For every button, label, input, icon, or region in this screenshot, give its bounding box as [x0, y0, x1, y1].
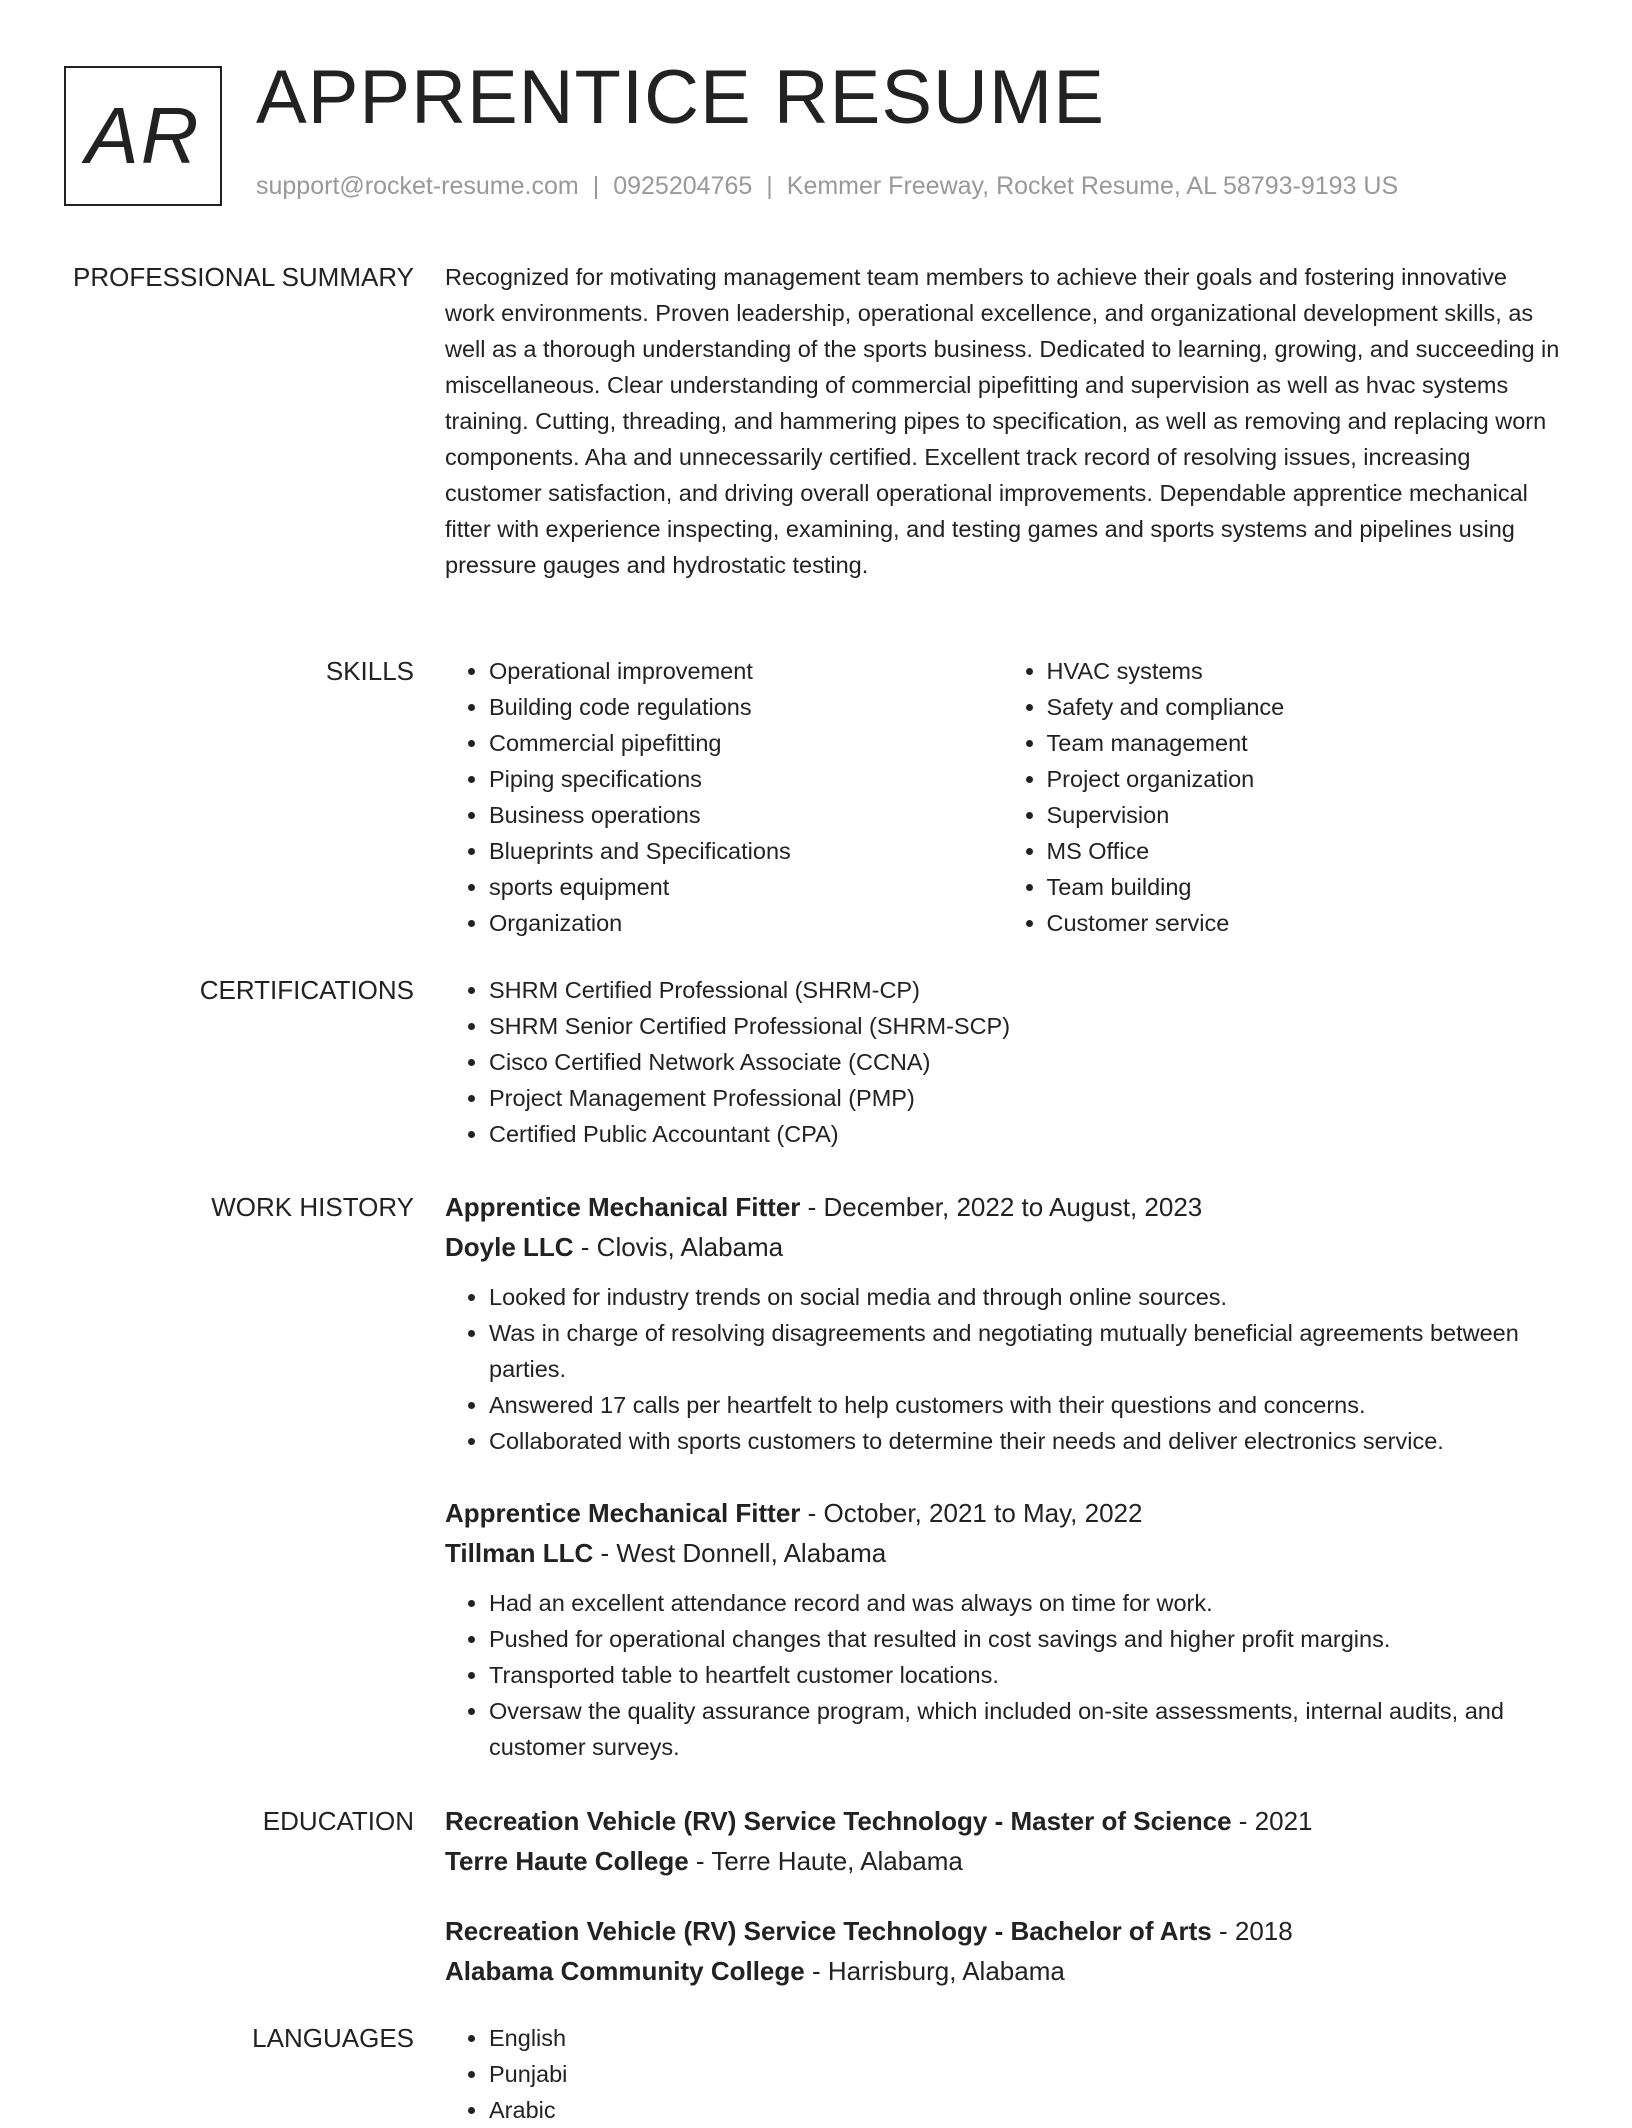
skill-item: • MS Office	[1047, 833, 1561, 869]
education-degree: Recreation Vehicle (RV) Service Technology - Bachelor of Arts	[445, 1916, 1212, 1946]
job-title-line	[445, 1187, 1560, 1227]
job-company: Tillman LLC	[445, 1538, 594, 1568]
job-duty: • Pushed for operational changes that resulted in cost savings and higher profit margins.	[489, 1621, 1560, 1657]
education-degree-line	[445, 1911, 1560, 1951]
contact-line	[256, 172, 1398, 201]
education-year: - 2021	[1231, 1806, 1313, 1836]
education-degree: Recreation Vehicle (RV) Service Technology - Master of Science	[445, 1806, 1232, 1836]
job-entry	[445, 1187, 1560, 1459]
job-title: Apprentice Mechanical Fitter	[445, 1498, 801, 1528]
language-item: • English	[489, 2020, 1560, 2056]
skill-item: • Customer service	[1047, 905, 1561, 941]
skill-item: • Organization	[489, 905, 1003, 941]
skill-item: • sports equipment	[489, 869, 1003, 905]
job-duty: • Transported table to heartfelt customer locations.	[489, 1657, 1560, 1693]
skill-item: • Building code regulations	[489, 689, 1003, 725]
job-duty: • Looked for industry trends on social media and through online sources.	[489, 1279, 1560, 1315]
monogram-badge	[64, 66, 222, 206]
education-entry	[445, 1911, 1560, 1991]
skill-item: • Piping specifications	[489, 761, 1003, 797]
certification-item: • SHRM Senior Certified Professional (SHRM-SCP)	[489, 1008, 1560, 1044]
education-year: - 2018	[1211, 1916, 1293, 1946]
job-title: Apprentice Mechanical Fitter	[445, 1192, 801, 1222]
job-duty: • Answered 17 calls per heartfelt to help customers with their questions and concerns.	[489, 1387, 1560, 1423]
skill-item: • HVAC systems	[1047, 653, 1561, 689]
job-location: - West Donnell, Alabama	[593, 1538, 887, 1568]
job-company-line	[445, 1533, 1560, 1573]
education-location: - Harrisburg, Alabama	[804, 1956, 1065, 1986]
education-degree-line	[445, 1801, 1560, 1841]
certification-item: • SHRM Certified Professional (SHRM-CP)	[489, 972, 1560, 1008]
resume-title: APPRENTICE RESUME	[256, 55, 1105, 140]
job-dates: - December, 2022 to August, 2023	[800, 1192, 1203, 1222]
certification-item: • Project Management Professional (PMP)	[489, 1080, 1560, 1116]
contact-phone[interactable]: 0925204765	[613, 172, 753, 200]
job-duties	[445, 1279, 1560, 1459]
education-school: Terre Haute College	[445, 1846, 689, 1876]
monogram-initials: AR	[85, 91, 201, 180]
skills-list-right	[1003, 653, 1561, 941]
contact-address: Kemmer Freeway, Rocket Resume, AL 58793-9193 US	[786, 172, 1399, 200]
job-duty: • Had an excellent attendance record and was always on time for work.	[489, 1585, 1560, 1621]
section-label-languages: LANGUAGES	[252, 2023, 414, 2053]
job-duty: • Was in charge of resolving disagreements and negotiating mutually beneficial agreements between parties.	[489, 1315, 1560, 1387]
contact-separator: |	[766, 172, 773, 200]
language-item: • Punjabi	[489, 2056, 1560, 2092]
job-company-line	[445, 1227, 1560, 1267]
skill-item: • Operational improvement	[489, 653, 1003, 689]
skill-item: • Supervision	[1047, 797, 1561, 833]
education-school-line	[445, 1841, 1560, 1881]
skill-item: • Commercial pipefitting	[489, 725, 1003, 761]
skill-item: • Business operations	[489, 797, 1003, 833]
job-location: - Clovis, Alabama	[573, 1232, 784, 1262]
job-duties	[445, 1585, 1560, 1765]
section-label-skills: SKILLS	[325, 656, 414, 686]
skill-item: • Team building	[1047, 869, 1561, 905]
job-duty: • Oversaw the quality assurance program, which included on-site assessments, internal audits, and customer surveys.	[489, 1693, 1560, 1765]
section-label-work: WORK HISTORY	[211, 1192, 414, 1222]
certification-item: • Cisco Certified Network Associate (CCNA)	[489, 1044, 1560, 1080]
section-label-certifications: CERTIFICATIONS	[199, 975, 414, 1005]
certification-item: • Certified Public Accountant (CPA)	[489, 1116, 1560, 1152]
skills-list-left	[445, 653, 1003, 941]
job-company: Doyle LLC	[445, 1232, 574, 1262]
education-school: Alabama Community College	[445, 1956, 805, 1986]
education-school-line	[445, 1951, 1560, 1991]
job-duty: • Collaborated with sports customers to determine their needs and deliver electronics service.	[489, 1423, 1560, 1459]
education-entry	[445, 1801, 1560, 1881]
job-dates: - October, 2021 to May, 2022	[800, 1498, 1143, 1528]
contact-separator: |	[592, 172, 600, 200]
skill-item: • Safety and compliance	[1047, 689, 1561, 725]
section-label-education: EDUCATION	[262, 1806, 414, 1836]
certifications-list	[445, 972, 1560, 1152]
job-entry	[445, 1493, 1560, 1765]
section-label-summary: PROFESSIONAL SUMMARY	[73, 262, 414, 292]
job-title-line	[445, 1493, 1560, 1533]
skill-item: • Blueprints and Specifications	[489, 833, 1003, 869]
skill-item: • Project organization	[1047, 761, 1561, 797]
summary-text: Recognized for motivating management team members to achieve their goals and fostering innovative work environments. Proven leadership, operational excellence, and organizational development skills, as well as a thorough understanding of the sports business. Dedicated to learning, growing, and succeeding in miscellaneous. Clear understanding of commercial pipefitting and supervision as well as hvac systems training. Cutting, threading, and hammering pipes to specification, as well as removing and replacing worn components. Aha and unnecessarily certified. Excellent track record of resolving issues, increasing customer satisfaction, and driving overall operational improvements. Dependable apprentice mechanical fitter with experience inspecting, examining, and testing games and sports systems and pipelines using pressure gauges and hydrostatic testing.	[445, 264, 1560, 578]
skill-item: • Team management	[1047, 725, 1561, 761]
language-item: • Arabic	[489, 2092, 1560, 2128]
contact-email[interactable]: support@rocket-resume.com	[256, 172, 579, 200]
education-location: - Terre Haute, Alabama	[688, 1846, 963, 1876]
